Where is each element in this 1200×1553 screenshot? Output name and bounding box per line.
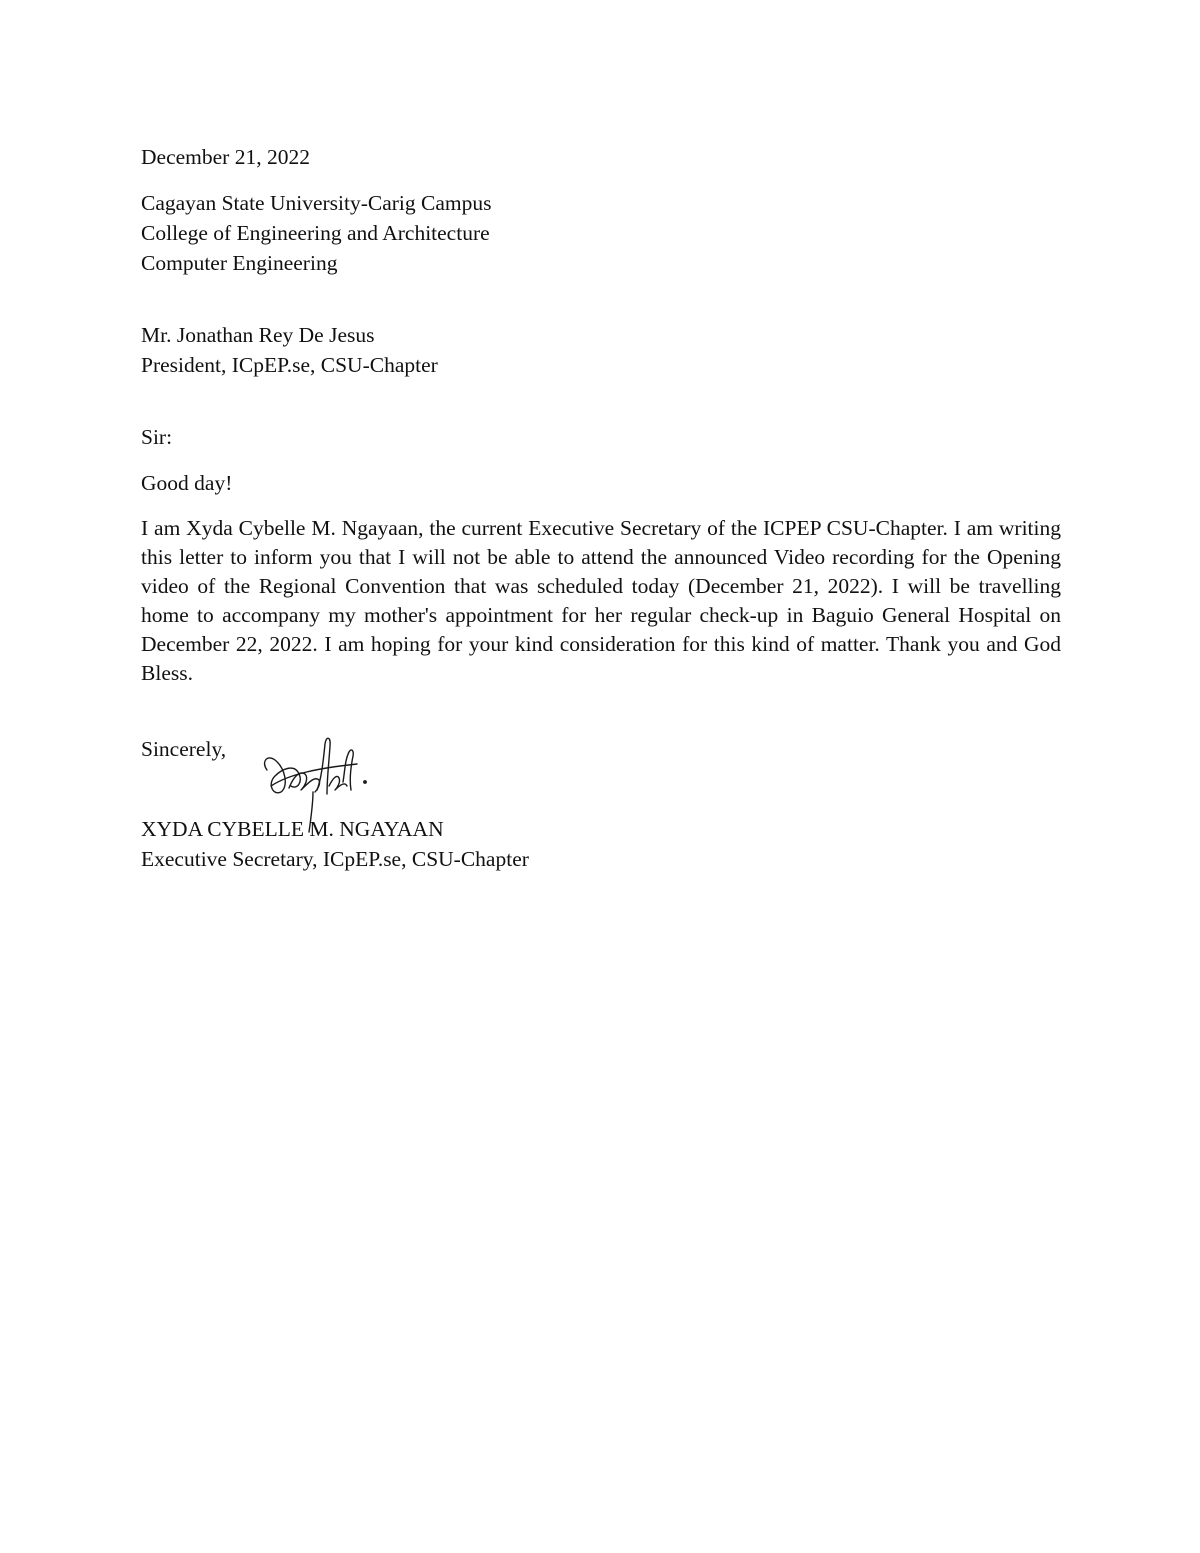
recipient-name: Mr. Jonathan Rey De Jesus [141, 323, 375, 347]
signature-block [141, 814, 1061, 874]
body-paragraph: I am Xyda Cybelle M. Ngayaan, the current Executive Secretary of the ICPEP CSU-Chapter. I am writing this letter to inform you that I will not be able to attend the announced Video recording for the Opening video of the Regional Convention that was scheduled today (December 21, 2022). I will be travelling home to accompany my mother's appointment for her regular check-up in Baguio General Hospital on December 22, 2022. I am hoping for your kind consideration for this kind of matter. Thank you and God Bless. [141, 516, 1061, 685]
greeting: Good day! [141, 471, 233, 495]
sender-address [141, 188, 1061, 278]
salutation: Sir: [141, 425, 173, 449]
sender-department: Computer Engineering [141, 251, 338, 275]
recipient-address [141, 320, 1061, 380]
letter-date: December 21, 2022 [141, 145, 310, 169]
sender-institution: Cagayan State University-Carig Campus [141, 191, 492, 215]
recipient-title: President, ICpEP.se, CSU-Chapter [141, 353, 438, 377]
letter-body [141, 142, 1061, 874]
sender-college: College of Engineering and Architecture [141, 221, 490, 245]
closing: Sincerely, [141, 737, 227, 761]
signatory-name: XYDA CYBELLE M. NGAYAAN [141, 817, 444, 841]
signatory-title: Executive Secretary, ICpEP.se, CSU-Chapter [141, 847, 529, 871]
